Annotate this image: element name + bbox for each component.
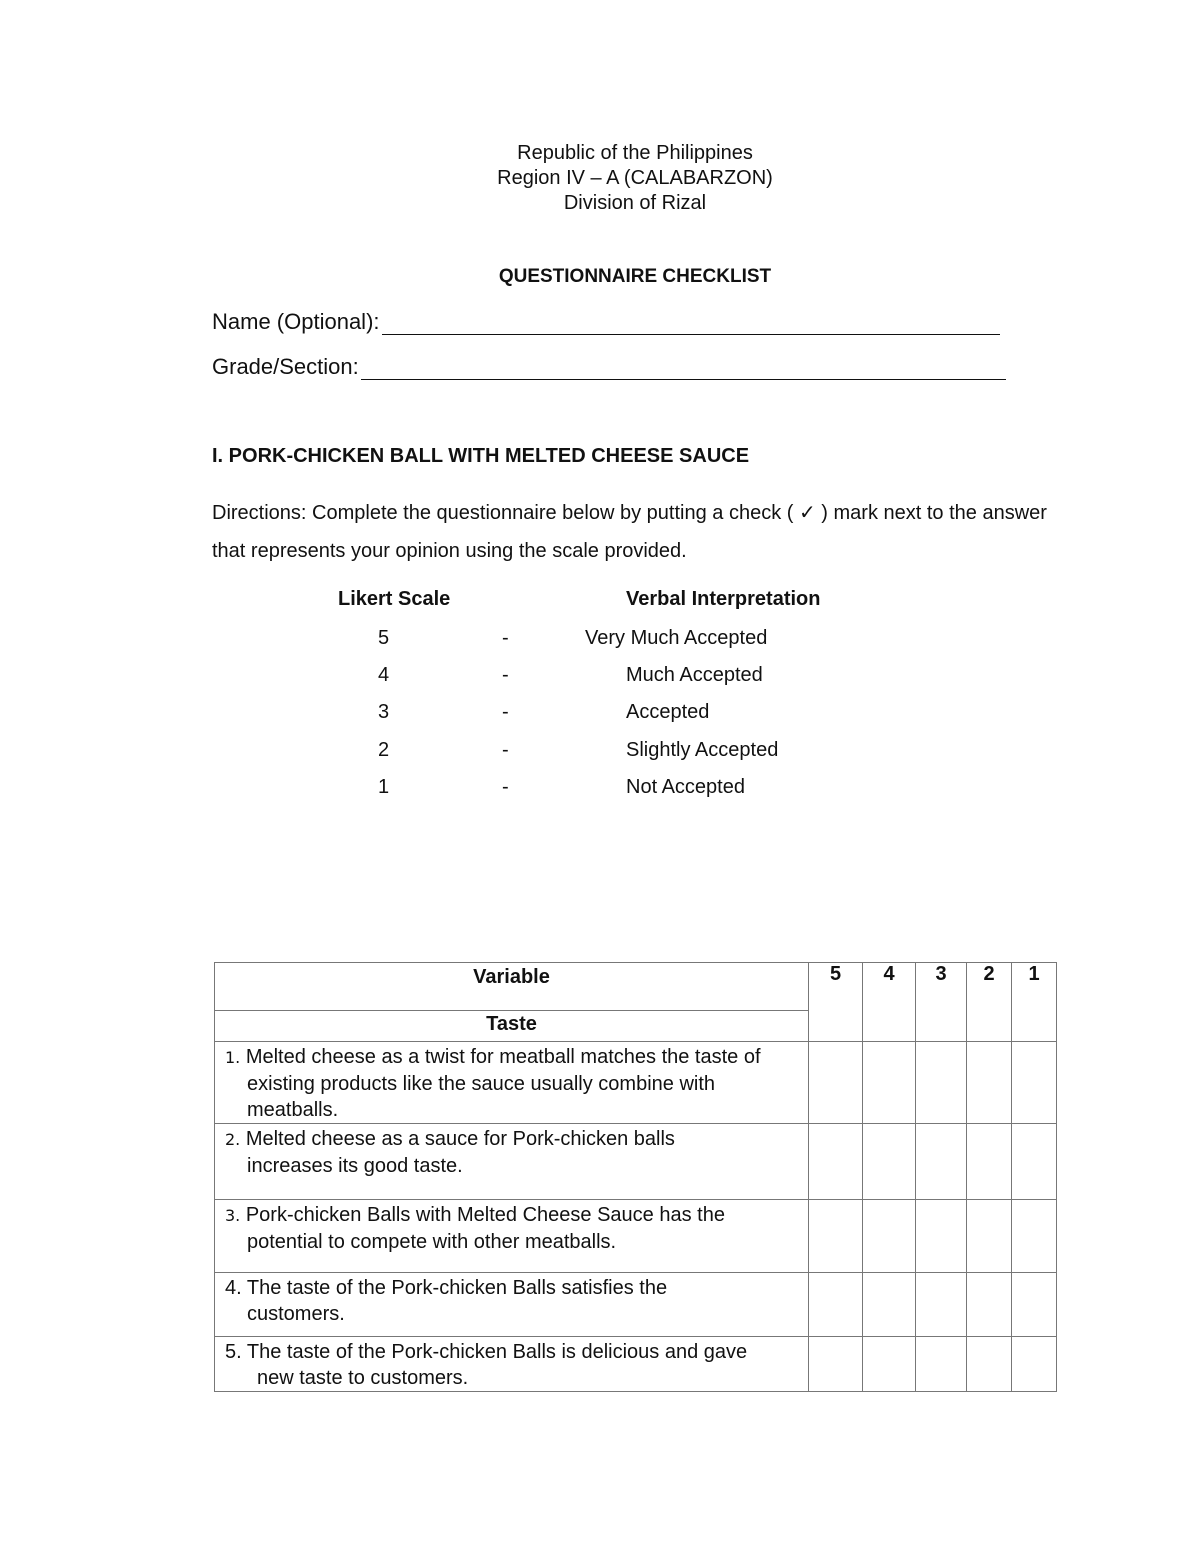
likert-value: 3 [378, 701, 390, 723]
item-statement [215, 1200, 809, 1273]
rating-cell-2[interactable] [967, 1337, 1012, 1392]
item-line: new taste to customers. [257, 1367, 469, 1389]
likert-value: 1 [378, 776, 390, 798]
item-line: Melted cheese as a sauce for Pork-chicken balls [245, 1128, 675, 1150]
item-statement [215, 1042, 809, 1124]
rating-cell-1[interactable] [1012, 1042, 1057, 1124]
rating-cell-4[interactable] [863, 1042, 916, 1124]
item-statement [215, 1337, 809, 1392]
variable-header: Variable [215, 963, 809, 1011]
item-number: 4. [225, 1277, 242, 1299]
grade-section-field-blank[interactable] [361, 357, 1006, 380]
item-number: 1. [225, 1048, 241, 1067]
likert-label: Much Accepted [626, 664, 763, 686]
rating-cell-3[interactable] [916, 1200, 967, 1273]
table-row [215, 1200, 1057, 1273]
rating-cell-1[interactable] [1012, 1273, 1057, 1337]
likert-label: Slightly Accepted [626, 739, 779, 761]
item-statement [215, 1124, 809, 1200]
rating-cell-5[interactable] [809, 1337, 863, 1392]
rating-cell-5[interactable] [809, 1273, 863, 1337]
likert-value: 5 [378, 627, 390, 649]
table-row [215, 1042, 1057, 1124]
score-header-3: 3 [916, 963, 967, 1042]
document-title: QUESTIONNAIRE CHECKLIST [498, 266, 772, 287]
rating-cell-4[interactable] [863, 1337, 916, 1392]
category-taste: Taste [215, 1011, 809, 1042]
table-row [215, 1273, 1057, 1337]
item-line: The taste of the Pork-chicken Balls is delicious and gave [246, 1341, 748, 1363]
header-region: Region IV – A (CALABARZON) [497, 167, 773, 189]
name-field-label: Name (Optional): [212, 309, 380, 334]
score-header-4: 4 [863, 963, 916, 1042]
name-field[interactable] [212, 309, 1000, 335]
rating-cell-1[interactable] [1012, 1200, 1057, 1273]
rating-cell-5[interactable] [809, 1200, 863, 1273]
likert-separator: - [502, 701, 509, 723]
item-line: potential to compete with other meatballs. [247, 1231, 617, 1253]
rating-cell-5[interactable] [809, 1124, 863, 1200]
header-republic: Republic of the Philippines [517, 142, 753, 164]
score-header-5: 5 [809, 963, 863, 1042]
likert-label: Very Much Accepted [585, 627, 768, 649]
rating-cell-2[interactable] [967, 1200, 1012, 1273]
rating-cell-3[interactable] [916, 1337, 967, 1392]
verbal-interpretation-header: Verbal Interpretation [626, 588, 821, 610]
likert-separator: - [502, 627, 509, 649]
header-division: Division of Rizal [563, 192, 707, 214]
rating-cell-3[interactable] [916, 1273, 967, 1337]
rating-cell-3[interactable] [916, 1124, 967, 1200]
item-number: 2. [225, 1130, 241, 1149]
rating-cell-4[interactable] [863, 1124, 916, 1200]
item-line: existing products like the sauce usually combine with [247, 1073, 716, 1095]
likert-value: 2 [378, 739, 390, 761]
likert-label: Not Accepted [626, 776, 745, 798]
likert-value: 4 [378, 664, 390, 686]
likert-scale-header: Likert Scale [338, 588, 451, 610]
item-line: customers. [247, 1303, 345, 1325]
item-number: 5. [225, 1341, 242, 1363]
likert-label: Accepted [626, 701, 710, 723]
likert-separator: - [502, 664, 509, 686]
likert-separator: - [502, 776, 509, 798]
directions-text: Directions: Complete the questionnaire below by putting a check ( ✓ ) mark next to the answer that represents your opinion using the scale provided. [212, 502, 1047, 562]
rating-cell-5[interactable] [809, 1042, 863, 1124]
rating-cell-3[interactable] [916, 1042, 967, 1124]
grade-section-field-label: Grade/Section: [212, 354, 359, 379]
score-header-2: 2 [967, 963, 1012, 1042]
score-header-1: 1 [1012, 963, 1057, 1042]
item-number: 3. [225, 1206, 241, 1225]
likert-separator: - [502, 739, 509, 761]
item-statement [215, 1273, 809, 1337]
item-line: meatballs. [247, 1099, 339, 1121]
rating-cell-2[interactable] [967, 1124, 1012, 1200]
rating-cell-1[interactable] [1012, 1337, 1057, 1392]
grade-section-field[interactable] [212, 354, 1006, 380]
rating-cell-4[interactable] [863, 1200, 916, 1273]
item-line: Melted cheese as a twist for meatball matches the taste of [245, 1046, 761, 1068]
rating-cell-2[interactable] [967, 1273, 1012, 1337]
item-line: Pork-chicken Balls with Melted Cheese Sauce has the [245, 1204, 725, 1226]
item-line: increases its good taste. [247, 1155, 463, 1177]
rating-cell-2[interactable] [967, 1042, 1012, 1124]
rating-cell-4[interactable] [863, 1273, 916, 1337]
checklist-table [214, 962, 1057, 1392]
table-row [215, 1337, 1057, 1392]
name-field-blank[interactable] [382, 312, 1000, 335]
table-row [215, 1124, 1057, 1200]
rating-cell-1[interactable] [1012, 1124, 1057, 1200]
section-title: I. PORK-CHICKEN BALL WITH MELTED CHEESE SAUCE [212, 445, 750, 467]
item-line: The taste of the Pork-chicken Balls satisfies the [246, 1277, 668, 1299]
document-header [0, 141, 1200, 216]
